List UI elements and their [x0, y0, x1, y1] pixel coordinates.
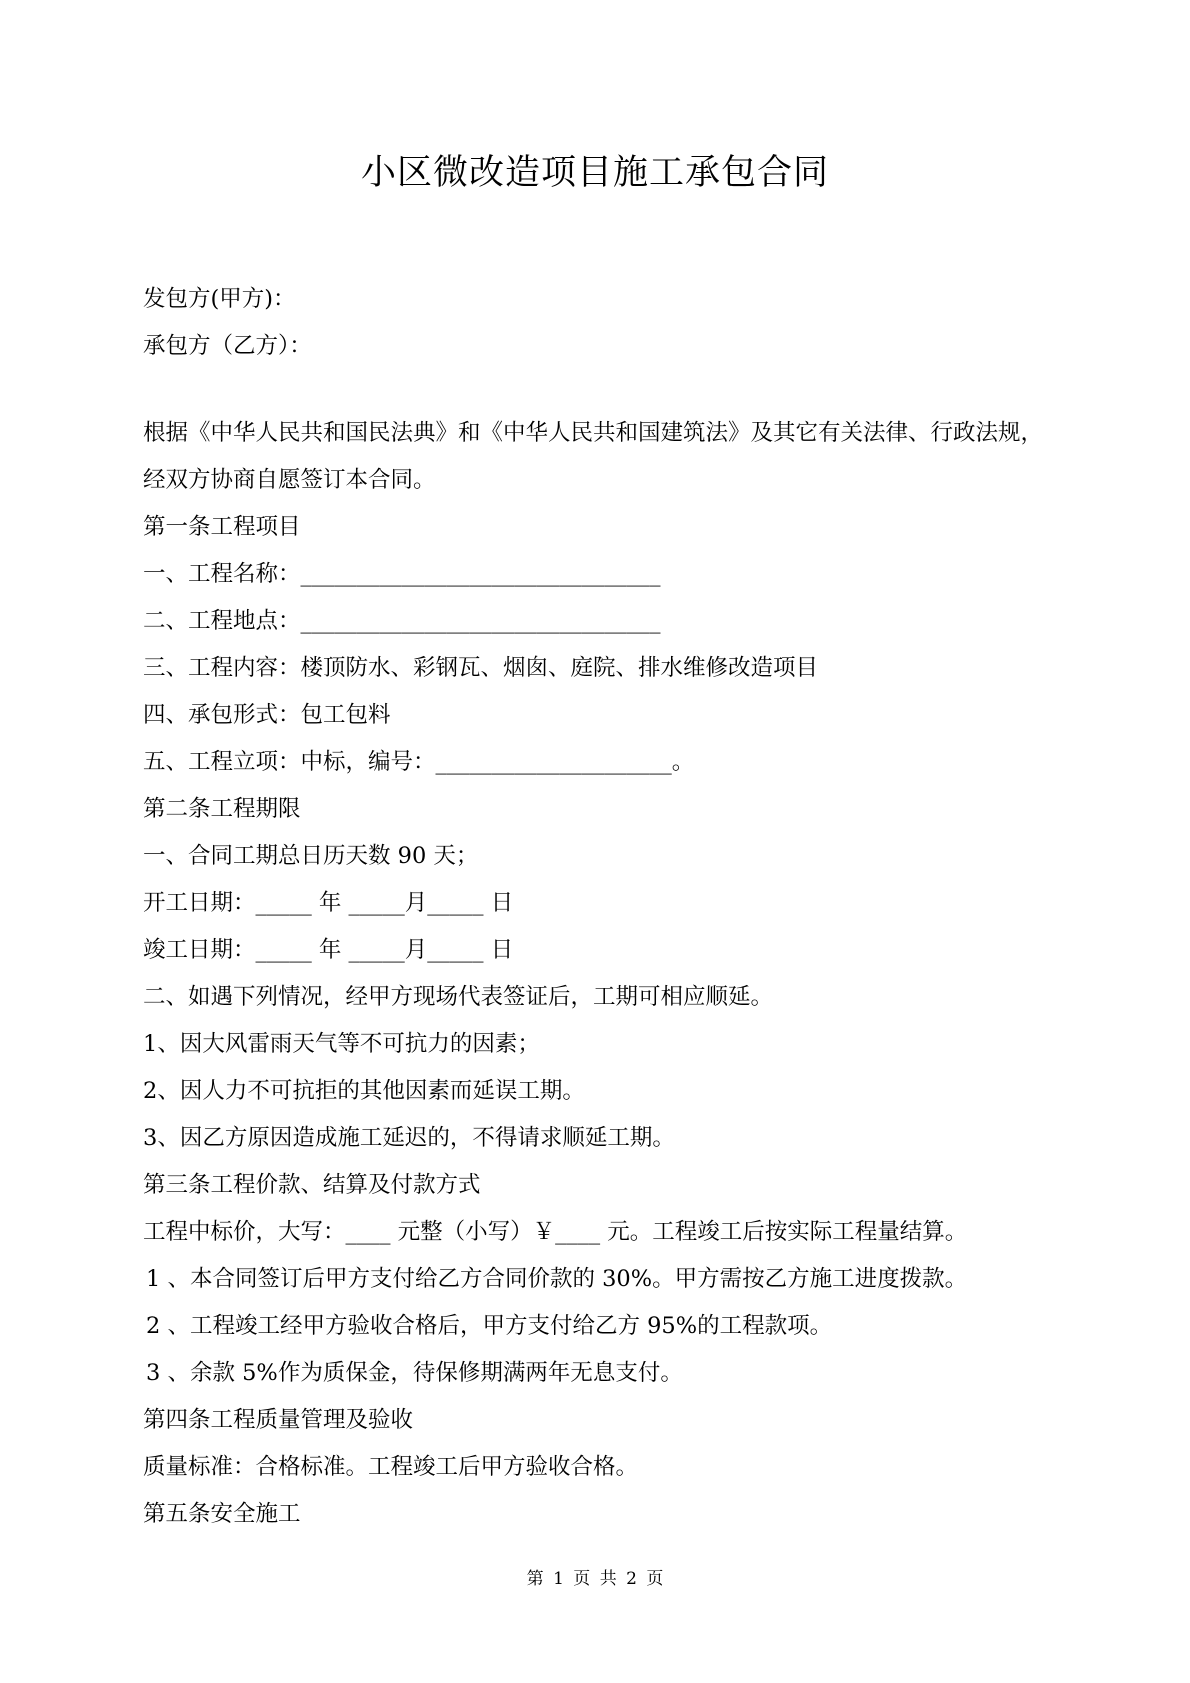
- contract-form-line: 四、承包形式：包工包料: [143, 702, 391, 728]
- project-approval-line: 五、工程立项：中标，编号：_____________________。: [143, 749, 695, 775]
- page-indicator: 第 1 页 共 2 页: [526, 1569, 664, 1589]
- extension-item-1: 1、因大风雷雨天气等不可抗力的因素；: [143, 1031, 540, 1057]
- project-name-field: 一、工程名称：________________________________: [143, 561, 661, 587]
- bid-price-line: 工程中标价，大写：____ 元整（小写）￥____ 元。工程竣工后按实际工程量结算。: [143, 1219, 968, 1245]
- project-location-field: 二、工程地点：________________________________: [143, 608, 661, 634]
- start-date-line: 开工日期：_____ 年 _____月_____ 日: [143, 890, 514, 916]
- extension-item-2: 2、因人力不可抗拒的其他因素而延误工期。: [143, 1078, 585, 1104]
- article-4-heading: 第四条工程质量管理及验收: [143, 1407, 414, 1433]
- document-body: [143, 276, 1063, 1538]
- duration-line: 一、合同工期总日历天数 90 天；: [143, 843, 479, 869]
- party-b-line: 承包方（乙方）：: [143, 333, 312, 359]
- payment-item-3: 3 、余款 5%作为质保金，待保修期满两年无息支付。: [146, 1360, 683, 1386]
- payment-item-2: 2 、工程竣工经甲方验收合格后，甲方支付给乙方 95%的工程款项。: [146, 1313, 833, 1339]
- article-1-heading: 第一条工程项目: [143, 514, 301, 540]
- extension-item-3: 3、因乙方原因造成施工延迟的，不得请求顺延工期。: [143, 1125, 675, 1151]
- completion-date-line: 竣工日期：_____ 年 _____月_____ 日: [143, 937, 514, 963]
- article-2-heading: 第二条工程期限: [143, 796, 301, 822]
- document-title: 小区微改造项目施工承包合同: [360, 153, 829, 193]
- quality-standard-line: 质量标准：合格标准。工程竣工后甲方验收合格。: [143, 1454, 639, 1480]
- payment-item-1: 1 、本合同签订后甲方支付给乙方合同价款的 30%。甲方需按乙方施工进度拨款。: [146, 1266, 968, 1292]
- party-a-line: 发包方(甲方)：: [143, 286, 296, 312]
- article-5-heading: 第五条安全施工: [143, 1501, 301, 1527]
- extension-clause: 二、如遇下列情况，经甲方现场代表签证后，工期可相应顺延。: [143, 984, 774, 1010]
- article-3-heading: 第三条工程价款、结算及付款方式: [143, 1172, 481, 1198]
- section-spacer: [143, 370, 1063, 410]
- preamble-paragraph: 根据《中华人民共和国民法典》和《中华人民共和国建筑法》及其它有关法律、行政法规，经双方协商自愿签订本合同。: [143, 420, 1044, 493]
- project-content-line: 三、工程内容：楼顶防水、彩钢瓦、烟囱、庭院、排水维修改造项目: [143, 655, 819, 681]
